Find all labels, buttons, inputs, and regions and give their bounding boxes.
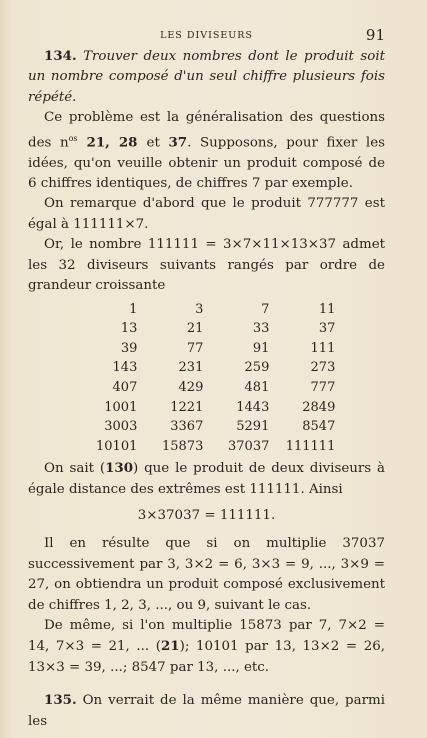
divisors-row <box>96 397 335 417</box>
section-ref: 21 <box>160 638 180 655</box>
divisor-cell: 7 <box>261 301 270 317</box>
text-run: De même, si l'on multiplie 15873 par 7, 7×2 = 14, 7×3 = 21, ... ( <box>28 617 385 655</box>
superscript: os <box>68 133 78 143</box>
text-run: On sait ( <box>44 461 106 477</box>
divisor-cell: 1221 <box>170 399 204 415</box>
divisor-cell: 1001 <box>104 399 138 415</box>
divisor-cell: 37037 <box>228 438 270 454</box>
divisors-row <box>96 417 335 437</box>
divisor-cell: 39 <box>120 340 138 356</box>
divisor-cell: 33 <box>252 321 270 337</box>
paragraph-multiply-others <box>28 616 385 678</box>
paragraph-multiply-37037: Il en résulte que si on multiplie 37037 successivement par 3, 3×2 = 6, 3×3 = 9, ..., 3×9 = 27, on obtiendra un produit composé exclusivement de chiffres 1, 2, 3, ..., ou 9, suivant le cas. <box>28 536 385 613</box>
text-run: . Supposons, pour fixer les idées, qu'on veuille obtenir un produit composé de 6 chiffres identiques, de chiffres 7 par exemple. <box>28 135 386 191</box>
divisor-cell: 13 <box>120 321 138 337</box>
divisor-cell: 429 <box>178 380 204 396</box>
divisors-row <box>96 319 335 339</box>
divisor-cell: 481 <box>244 380 270 396</box>
running-title: LES DIVISEURS <box>160 30 253 41</box>
divisor-cell: 21 <box>186 321 204 337</box>
divisor-cell: 11 <box>318 301 336 317</box>
paragraph-divisors-intro: Or, le nombre 111111 = 3×7×11×13×37 admet les 32 diviseurs suivants rangés par ordre de grandeur croissante <box>28 237 385 293</box>
divisor-cell: 259 <box>244 360 270 376</box>
text-run: ); 10101 par 13, 13×2 = 26, 13×3 = 39, ...; 8547 par 13, ..., etc. <box>28 639 385 675</box>
divisor-cell: 273 <box>310 360 336 376</box>
text-run: ) que le produit de deux diviseurs à égale distance des extrêmes est 111111. Ainsi <box>28 461 385 497</box>
divisor-cell: 3367 <box>170 419 204 435</box>
text-run: Ce problème est la généralisation des questions des n <box>28 110 385 151</box>
divisor-cell: 3 <box>195 301 204 317</box>
divisor-cell: 15873 <box>162 438 204 454</box>
section-title: Trouver deux nombres dont le produit soit un nombre composé d'un seul chiffre plusieurs fois répété. <box>28 49 385 105</box>
divisor-cell: 37 <box>318 321 336 337</box>
equation: 3×37037 = 111111. <box>137 507 276 523</box>
divisor-cell: 111 <box>310 340 336 356</box>
divisors-row <box>96 358 335 378</box>
divisor-cell: 91 <box>252 340 270 356</box>
divisor-cell: 5291 <box>236 419 270 435</box>
divisors-table <box>96 299 335 456</box>
text-run: et <box>146 135 169 151</box>
divisor-cell: 8547 <box>302 419 336 435</box>
divisor-cell: 1443 <box>236 399 270 415</box>
page-number: 91 <box>365 26 385 44</box>
section-number: 135. <box>44 692 77 709</box>
divisors-row <box>96 339 335 359</box>
divisors-row <box>96 378 335 398</box>
divisor-cell: 231 <box>178 360 204 376</box>
paragraph-problem <box>28 108 385 194</box>
paragraph-remark: On remarque d'abord que le produit 777777 est égal à 111111×7. <box>28 196 385 232</box>
paragraph-symmetry <box>28 458 385 500</box>
divisors-row <box>96 299 335 319</box>
divisors-row <box>96 437 335 457</box>
divisor-cell: 2849 <box>302 399 336 415</box>
divisor-cell: 77 <box>186 340 204 356</box>
divisor-cell: 777 <box>310 380 336 396</box>
divisor-cell: 3003 <box>104 419 138 435</box>
section-134-heading <box>28 46 385 108</box>
text-run: On verrait de la même manière que, parmi les <box>28 693 385 729</box>
question-refs: 21, 28 <box>77 134 147 151</box>
section-ref: 130 <box>105 460 134 477</box>
divisor-cell: 143 <box>112 360 138 376</box>
divisor-cell: 111111 <box>285 438 336 454</box>
divisor-cell: 1 <box>129 301 138 317</box>
divisor-cell: 407 <box>112 380 138 396</box>
running-header <box>28 26 385 46</box>
section-135 <box>28 690 385 732</box>
divisor-cell: 10101 <box>96 438 138 454</box>
question-ref: 37 <box>168 134 188 151</box>
section-number: 134. <box>44 48 77 64</box>
